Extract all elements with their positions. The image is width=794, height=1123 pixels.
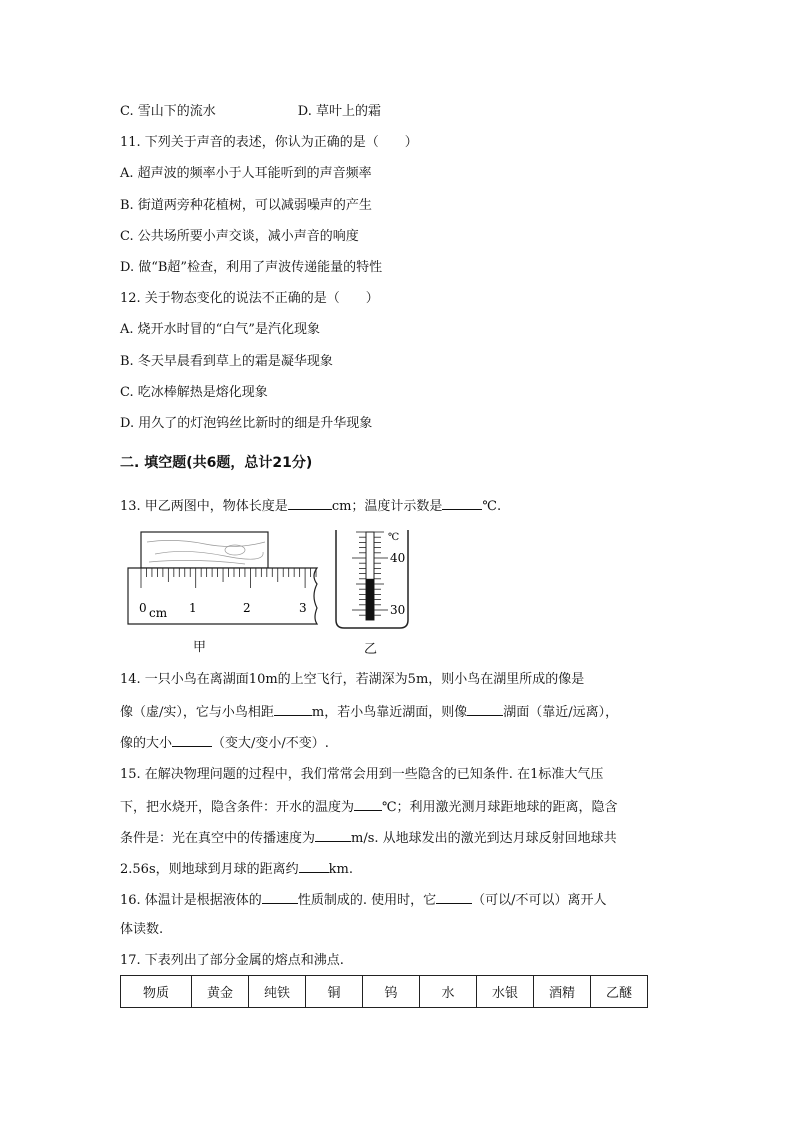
q11-stem: 11. 下列关于声音的表述，你认为正确的是（ ） — [120, 135, 418, 150]
table-row — [121, 976, 648, 1008]
ruler-tick-label: 1 — [189, 601, 197, 615]
table-header-cell: 黄金 — [192, 976, 249, 1008]
answer-blank[interactable] — [436, 891, 472, 904]
q12-stem: 12. 关于物态变化的说法不正确的是（ ） — [120, 291, 379, 306]
thermometer-unit: ℃ — [388, 532, 400, 543]
ruler-figure — [125, 528, 325, 638]
q16-line-2: 体读数. — [120, 922, 164, 937]
q16-text: （可以/不可以）离开人 — [472, 893, 607, 908]
metals-table — [120, 975, 648, 1008]
q12-option-d: D. 用久了的灯泡钨丝比新时的细是升华现象 — [120, 416, 373, 431]
q14-line-3 — [120, 734, 329, 752]
q14-text: 湖面（靠近/远离）， — [503, 705, 619, 720]
q11-option-b: B. 街道两旁种花植树，可以减弱噪声的产生 — [120, 198, 372, 213]
section-heading: 二. 填空题(共6题，总计21分) — [120, 455, 313, 471]
answer-blank[interactable] — [467, 703, 503, 716]
q14-line-1: 14. 一只小鸟在离湖面10m的上空飞行，若湖深为5m，则小鸟在湖里所成的像是 — [120, 672, 585, 687]
q14-text: 像的大小 — [120, 736, 173, 751]
thermometer-tick-label: 30 — [390, 603, 406, 617]
q15-text: m/s. 从地球发出的激光到达月球反射回地球共 — [351, 831, 617, 846]
answer-blank[interactable] — [274, 703, 312, 716]
answer-blank[interactable] — [288, 497, 332, 510]
q11-option-a: A. 超声波的频率小于人耳能听到的声音频率 — [120, 166, 372, 181]
q14-text: 像（虚/实），它与小鸟相距 — [120, 705, 274, 720]
q15-text: ℃；利用激光测月球距地球的距离，隐含 — [382, 800, 618, 815]
q13-stem-part: 13. 甲乙两图中，物体长度是 — [120, 499, 288, 514]
table-header-cell: 水银 — [477, 976, 534, 1008]
ruler-tick-label: 0 — [139, 601, 147, 615]
answer-blank[interactable] — [172, 734, 212, 747]
q11-option-c: C. 公共场所要小声交谈，减小声音的响度 — [120, 229, 359, 244]
q15-text: 下，把水烧开，隐含条件：开水的温度为 — [120, 800, 355, 815]
q13-stem — [120, 497, 501, 515]
q15-text: 条件是：光在真空中的传播速度为 — [120, 831, 316, 846]
ruler-unit-label: cm — [149, 606, 168, 620]
q11-option-d: D. 做“B超”检查，利用了声波传递能量的特性 — [120, 260, 383, 275]
q15-line-1: 15. 在解决物理问题的过程中，我们常常会用到一些隐含的已知条件. 在1标准大气压 — [120, 767, 604, 782]
q10-option-d: D. 草叶上的霜 — [297, 104, 381, 119]
q15-line-3 — [120, 829, 617, 847]
q10-option-c: C. 雪山下的流水 — [120, 104, 216, 119]
answer-blank[interactable] — [299, 860, 329, 873]
q12-option-c: C. 吃冰棒解热是熔化现象 — [120, 385, 268, 400]
thermometer-tick-label: 40 — [390, 551, 406, 565]
q14-line-2 — [120, 703, 618, 721]
figure-b-label: 乙 — [364, 642, 378, 657]
mercury-column — [366, 579, 374, 620]
answer-blank[interactable] — [354, 798, 382, 811]
q13-stem-part: cm；温度计示数是 — [331, 499, 443, 514]
table-header-cell: 物质 — [121, 976, 192, 1008]
ruler-tick-label: 2 — [243, 601, 251, 615]
table-header-cell: 纯铁 — [249, 976, 306, 1008]
answer-blank[interactable] — [315, 829, 351, 842]
q12-option-a: A. 烧开水时冒的“白气”是汽化现象 — [120, 322, 320, 337]
q15-text: 2.56s，则地球到月球的距离约 — [120, 862, 299, 877]
table-header-cell: 酒精 — [534, 976, 591, 1008]
table-header-cell: 水 — [420, 976, 477, 1008]
q16-text: 16. 体温计是根据液体的 — [120, 893, 262, 908]
q10-options — [120, 104, 381, 120]
answer-blank[interactable] — [262, 891, 298, 904]
q16-text: 性质制成的. 使用时，它 — [297, 893, 437, 908]
figure-a-label: 甲 — [193, 640, 207, 655]
wood-block — [141, 532, 268, 568]
q15-line-2 — [120, 798, 618, 816]
ruler-tick-label: 3 — [299, 601, 307, 615]
q13-stem-part: ℃. — [482, 499, 502, 514]
answer-blank[interactable] — [442, 497, 482, 510]
table-header-cell: 乙醚 — [591, 976, 648, 1008]
thermometer-figure — [328, 528, 418, 638]
q14-text: m，若小鸟靠近湖面，则像 — [311, 705, 468, 720]
q15-line-4 — [120, 860, 353, 878]
q12-option-b: B. 冬天早晨看到草上的霜是凝华现象 — [120, 354, 333, 369]
table-header-cell: 铜 — [306, 976, 363, 1008]
q14-text: （变大/变小/不变）. — [212, 736, 329, 751]
table-header-cell: 钨 — [363, 976, 420, 1008]
q15-text: km. — [328, 862, 353, 877]
q17-stem: 17. 下表列出了部分金属的熔点和沸点. — [120, 953, 344, 968]
q16-line-1 — [120, 891, 606, 909]
